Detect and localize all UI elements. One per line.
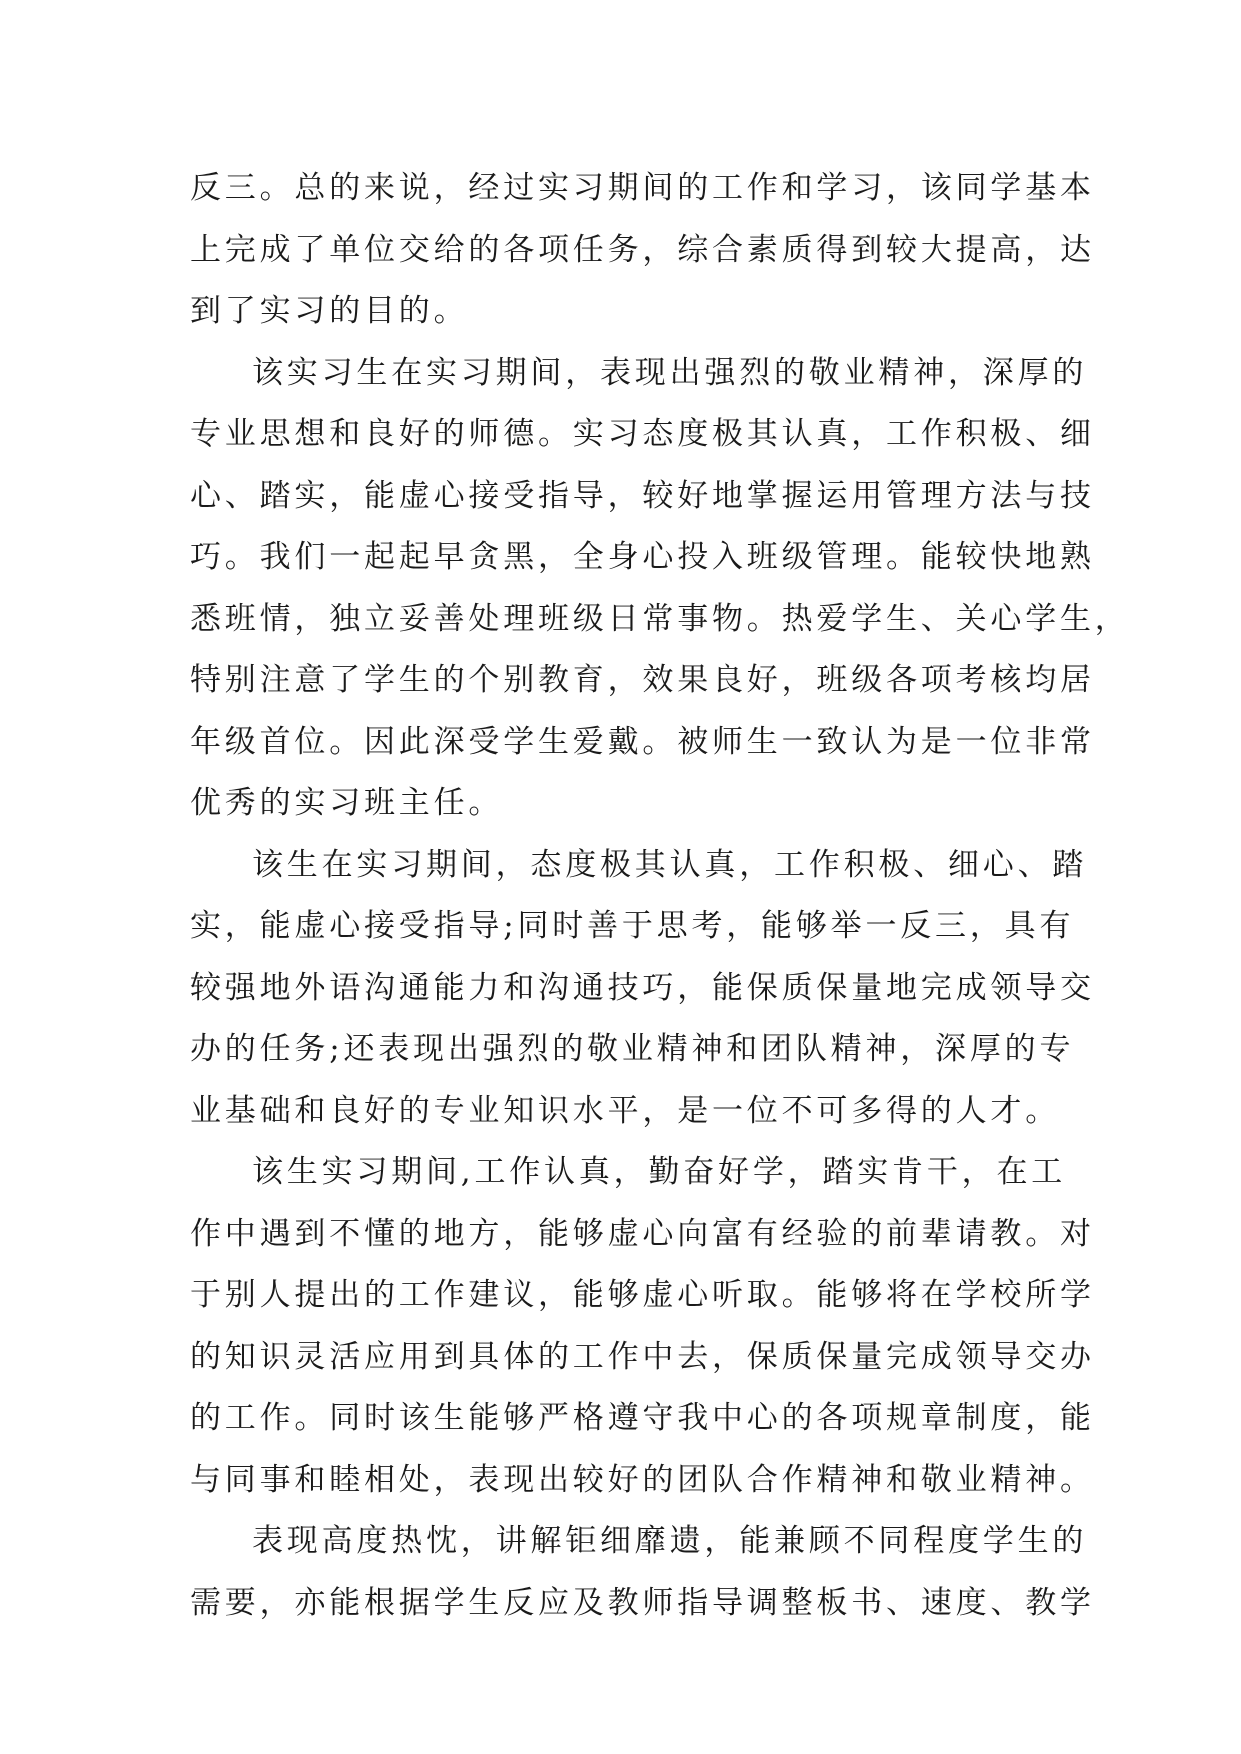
text-line: 反三。总的来说，经过实习期间的工作和学习，该同学基本	[190, 170, 1095, 206]
text-line: 特别注意了学生的个别教育，效果良好，班级各项考核均居	[190, 662, 1095, 698]
text-line: 该实习生在实习期间，表现出强烈的敬业精神，深厚的	[252, 354, 1088, 391]
text-line: 需要，亦能根据学生反应及教师指导调整板书、速度、教学	[190, 1584, 1095, 1621]
text-line: 与同事和睦相处，表现出较好的团队合作精神和敬业精神。	[190, 1461, 1095, 1498]
text-line: 实，能虚心接受指导;同时善于思考，能够举一反三，具有	[190, 908, 1075, 944]
text-line: 巧。我们一起起早贪黑，全身心投入班级管理。能较快地熟	[190, 539, 1095, 575]
text-line: 业基础和良好的专业知识水平，是一位不可多得的人才。	[190, 1092, 1060, 1129]
paragraph-1	[190, 158, 1095, 343]
text-line: 的知识灵活应用到具体的工作中去，保质保量完成领导交办	[190, 1338, 1095, 1375]
text-line: 较强地外语沟通能力和沟通技巧，能保质保量地完成领导交	[190, 969, 1095, 1006]
text-line: 优秀的实习班主任。	[190, 785, 504, 821]
paragraph-5	[190, 1511, 1095, 1634]
text-line: 年级首位。因此深受学生爱戴。被师生一致认为是一位非常	[190, 723, 1095, 760]
paragraph-2	[190, 343, 1130, 835]
text-line: 作中遇到不懂的地方，能够虚心向富有经验的前辈请教。对	[190, 1215, 1095, 1252]
text-line: 到了实习的目的。	[190, 293, 469, 329]
text-line: 上完成了单位交给的各项任务，综合素质得到较大提高，达	[190, 231, 1095, 268]
text-line: 心、踏实，能虚心接受指导，较好地掌握运用管理方法与技	[190, 477, 1095, 514]
paragraph-3	[190, 835, 1095, 1143]
text-line: 该生实习期间,工作认真，勤奋好学，踏实肯干，在工	[252, 1154, 1067, 1190]
text-line: 的工作。同时该生能够严格遵守我中心的各项规章制度，能	[190, 1400, 1095, 1436]
text-line: 于别人提出的工作建议，能够虚心听取。能够将在学校所学	[190, 1277, 1095, 1313]
paragraph-4	[190, 1142, 1095, 1511]
text-line: 专业思想和良好的师德。实习态度极其认真，工作积极、细	[190, 416, 1095, 452]
document-body	[190, 158, 1130, 1634]
text-line: 表现高度热忱，讲解钜细靡遗，能兼顾不同程度学生的	[252, 1523, 1088, 1559]
text-line: 办的任务;还表现出强烈的敬业精神和团队精神，深厚的专	[190, 1031, 1075, 1067]
text-line: 悉班情，独立妥善处理班级日常事物。热爱学生、关心学生，	[190, 600, 1130, 637]
text-line: 该生在实习期间，态度极其认真，工作积极、细心、踏	[252, 846, 1088, 883]
